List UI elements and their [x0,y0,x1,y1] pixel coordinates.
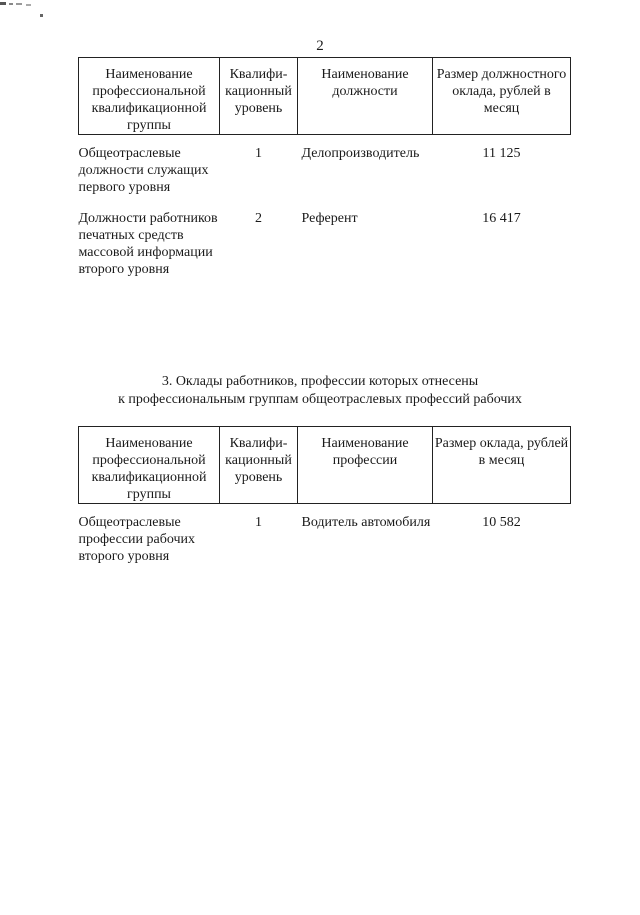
page-number: 2 [316,38,324,54]
header-group-name: Наименование профессиональной квалификационной группы [79,58,220,135]
section-title-line-1: 3. Оклады работников, профессии которых отнесены [161,374,479,389]
cell-group-name: Должности работников печатных средств массовой информации второго уровня [78,211,218,277]
cell-salary: 10 582 [482,515,521,530]
table-row [79,135,571,197]
header-salary: Размер оклада, рублей в месяц [433,427,571,504]
table-header-row [79,58,571,135]
salary-table-professions [78,426,571,565]
table-row [79,196,571,278]
cell-profession: Водитель автомобиля [301,515,431,530]
salary-table-positions [78,57,571,278]
cell-group-name: Общеотраслевые должности служащих первого уровня [78,146,209,195]
cell-group-name: Общеотраслевые профессии рабочих второго уровня [78,515,196,564]
section-3-title [0,373,640,409]
header-qualification-level: Квалифи-кационный уровень [220,58,298,135]
scan-artifact [0,0,60,20]
section-title-line-2: к профессиональным группам общеотраслевых профессий рабочих [118,392,522,407]
cell-salary: 16 417 [482,211,521,226]
cell-position: Делопроизводитель [301,146,420,161]
table-row [79,504,571,566]
table-header-row [79,427,571,504]
cell-salary: 11 125 [482,146,521,161]
header-position-name: Наименование должности [298,58,433,135]
cell-level: 1 [255,146,262,161]
header-salary: Размер должностного оклада, рублей в месяц [433,58,571,135]
header-profession-name: Наименование профессии [298,427,433,504]
cell-level: 2 [255,211,262,226]
header-qualification-level: Квалифи-кационный уровень [220,427,298,504]
header-group-name: Наименование профессиональной квалификационной группы [79,427,220,504]
cell-position: Референт [301,211,358,226]
cell-level: 1 [255,515,262,530]
